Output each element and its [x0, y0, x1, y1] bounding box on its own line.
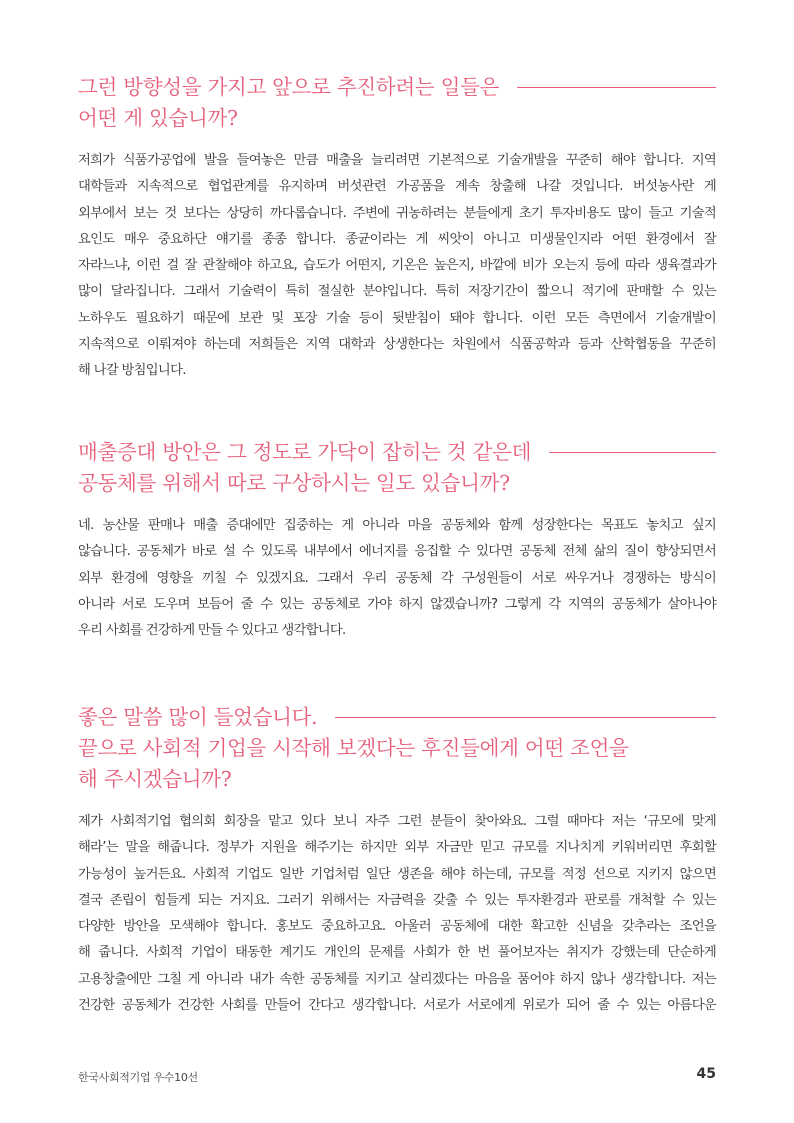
interview-section-2: [78, 437, 716, 644]
answer-line: 다양한 방안을 모색해야 합니다. 홍보도 중요하고요. 아울러 공동체에 대한 확고한 신념을 갖추라는 조언을: [78, 919, 716, 935]
answer-line: 가능성이 높거든요. 사회적 기업도 일반 기업처럼 일단 생존을 해야 하는데, 규모를 적정 선으로 지키지 않으면: [78, 866, 716, 882]
question-line: 해 주시겠습니까?: [78, 767, 232, 791]
question-line: 끝으로 사회적 기업을 시작해 보겠다는 후진들에게 어떤 조언을: [78, 736, 629, 760]
answer-line: 건강한 공동체가 건강한 사회를 만들어 간다고 생각합니다. 서로가 서로에게 위로가 되어 줄 수 있는 아름다운: [78, 998, 716, 1014]
page-number: 45: [696, 1066, 716, 1082]
footer-publication-title: 한국사회적기업 우수10선: [78, 1071, 198, 1084]
answer-line: 아니라 서로 도우며 보듬어 줄 수 있는 공동체로 가야 하지 않겠습니까? 그렇게 각 지역의 공동체가 살아나야: [78, 596, 716, 612]
answer-line: 대학들과 지속적으로 협업관계를 유지하며 버섯관련 가공품을 계속 창출해 나갈 것입니다. 버섯농사란 게: [78, 179, 716, 195]
answer-line: 않습니다. 공동체가 바로 설 수 있도록 내부에서 에너지를 응집할 수 있다면 공동체 전체 삶의 질이 향상되면서: [78, 544, 716, 560]
heading-rule: [517, 87, 716, 88]
answer-line: 제가 사회적기업 협의회 회장을 맡고 있다 보니 자주 그런 분들이 찾아와요. 그럴 때마다 저는 ‘규모에 맞게: [78, 814, 716, 829]
answer-line: 네. 농산물 판매나 매출 증대에만 집중하는 게 아니라 마을 공동체와 함께 성장한다는 목표도 놓치고 싶지: [78, 518, 716, 533]
interview-section-1: [78, 72, 716, 385]
question-line: 그런 방향성을 가지고 앞으로 추진하려는 일들은: [78, 75, 500, 99]
answer-line: 우리 사회를 건강하게 만들 수 있다고 생각합니다.: [78, 623, 346, 639]
answer-line: 결국 존립이 힘들게 되는 거지요. 그러기 위해서는 자금력을 갖출 수 있는 투자환경과 판로를 개척할 수 있는: [78, 892, 716, 908]
interview-section-3: [78, 702, 716, 1019]
answer-line: 외부 환경에 영향을 끼칠 수 있겠지요. 그래서 우리 공동체 각 구성원들이 서로 싸우거나 경쟁하는 방식이: [78, 570, 716, 586]
question-heading-2: [78, 437, 716, 499]
answer-paragraph-1: [78, 148, 716, 385]
answer-line: 자라느냐, 이런 걸 잘 관찰해야 하고요, 습도가 어떤지, 기온은 높은지, 바깥에 비가 오는지 등에 따라 생육결과가: [78, 258, 716, 274]
question-line: 어떤 게 있습니까?: [78, 106, 238, 130]
answer-line: 노하우도 필요하기 때문에 보관 및 포장 기술 등이 뒷받침이 돼야 합니다. 이런 모든 측면에서 기술개발이: [78, 310, 716, 326]
answer-line: 고용창출에만 그칠 게 아니라 내가 속한 공동체를 지키고 살리겠다는 마음을 품어야 하지 않나 생각합니다. 저는: [78, 971, 716, 987]
answer-line: 저희가 식품가공업에 발을 들여놓은 만큼 매출을 늘리려면 기본적으로 기술개발을 꾸준히 해야 합니다. 지역: [78, 153, 716, 168]
question-heading-1: [78, 72, 716, 134]
answer-line: 해 줍니다. 사회적 기업이 태동한 계기도 개인의 문제를 사회가 한 번 풀어보자는 취지가 강했는데 단순하게: [78, 945, 716, 961]
question-line: 좋은 말씀 많이 들었습니다.: [78, 705, 318, 729]
question-line: 매출증대 방안은 그 정도로 가닥이 잡히는 것 같은데: [78, 440, 532, 464]
heading-rule: [549, 452, 716, 453]
answer-line: 해 나갈 방침입니다.: [78, 363, 186, 379]
heading-rule: [335, 717, 716, 718]
answer-line: 외부에서 보는 것 보다는 상당히 까다롭습니다. 주변에 귀농하려는 분들에게 초기 투자비용도 많이 들고 기술적: [78, 205, 716, 221]
answer-paragraph-2: [78, 513, 716, 644]
question-line: 공동체를 위해서 따로 구상하시는 일도 있습니까?: [78, 471, 510, 495]
answer-paragraph-3: [78, 809, 716, 1019]
answer-line: 요인도 매우 중요하단 얘기를 종종 합니다. 종균이라는 게 씨앗이 아니고 미생물인지라 어떤 환경에서 잘: [78, 231, 716, 247]
answer-line: 해라’는 말을 해줍니다. 정부가 지원을 해주기는 하지만 외부 자금만 믿고 규모를 지나치게 키워버리면 후회할: [78, 840, 716, 856]
answer-line: 지속적으로 이뤄져야 하는데 저희들은 지역 대학과 상생한다는 차원에서 식품공학과 등과 산학협동을 꾸준히: [78, 337, 716, 353]
answer-line: 많이 달라집니다. 그래서 기술력이 특히 절실한 분야입니다. 특히 저장기간이 짧으니 적기에 판매할 수 있는: [78, 284, 716, 300]
question-heading-3: [78, 702, 716, 795]
